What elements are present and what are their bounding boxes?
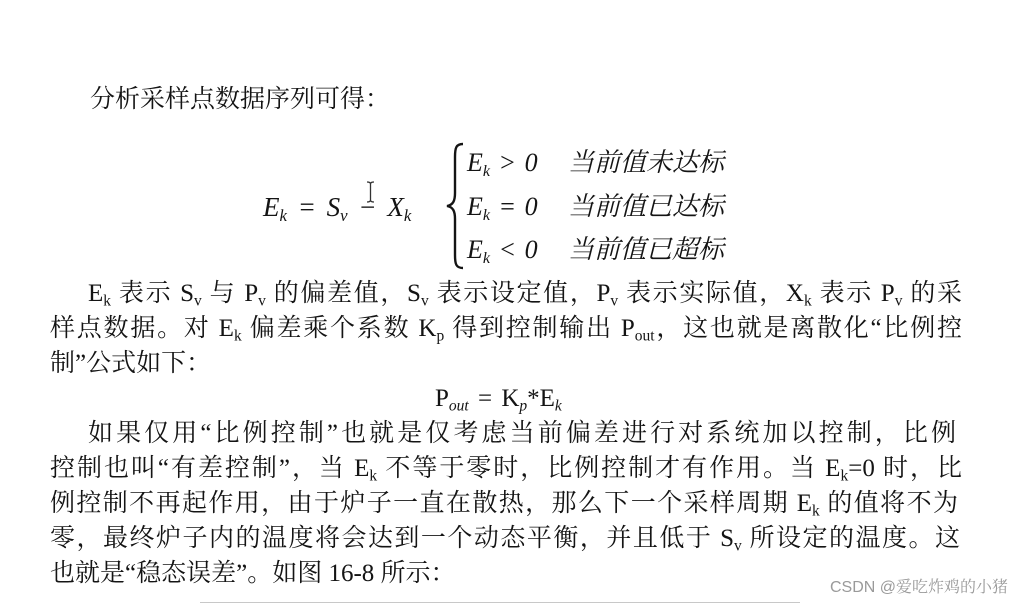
paragraph-line [50,311,962,346]
text-run: E [88,280,104,307]
subscript: k [233,327,242,345]
text-run: 所设定的温度。这 [741,525,960,552]
text-run: E [263,192,280,222]
text-run: 表示 P [811,280,895,307]
text-run: > 0 [490,148,538,177]
text-run: − X [347,192,404,222]
text-run: 如果仅用“比例控制”也就是仅考虑当前偏差进行对系统加以控制，比例 [88,420,956,447]
text-run: P [435,385,449,412]
text-run: 例控制不再起作用，由于炉子一直在散热，那么下一个采样周期 E [50,490,812,517]
text-run: 控制也叫“有差控制”，当 E [50,455,370,482]
text-run: *E [527,385,555,412]
paragraph-line [50,486,958,521]
subscript: v [894,292,903,310]
intro-text: 分析采样点数据序列可得： [90,86,391,113]
subscript: v [258,292,266,310]
case-description: 当前值未达标 [568,148,725,177]
subscript: k [403,206,412,226]
text-run: 样点数据。对 E [50,315,234,342]
subscript: p [436,327,445,345]
subscript: k [369,467,378,485]
subscript: k [803,292,812,310]
text-run: = 0 [490,192,538,221]
case-condition [467,232,568,268]
text-run: 的采 [902,280,962,307]
paragraph-line [50,521,960,556]
case-description: 当前值已超标 [568,235,725,264]
subscript: k [812,502,820,520]
subscript: v [610,292,619,310]
text-run: 得到控制输出 P [444,315,635,342]
case-row [467,232,724,268]
subscript: v [340,206,348,226]
case-condition [467,189,568,225]
text-run: 不等于零时，比例控制才有作用。当 E [377,455,841,482]
cases-brace [444,141,466,271]
text-run: 表示实际值，X [618,280,804,307]
text-run: ，这也就是离散化“比例控 [654,315,962,342]
paragraph-line [50,346,450,381]
text-run: 表示 S [111,280,195,307]
paragraph-line [50,556,550,591]
text-run: E [467,148,483,177]
case-row [467,189,724,225]
text-run: =0 时，比 [848,455,962,482]
text-run: = S [286,192,341,222]
paragraph-line [88,276,962,311]
paragraph-line [88,416,956,451]
subscript: k [840,467,849,485]
subscript: out [634,327,655,345]
subscript: k [279,206,287,226]
paragraph-line [50,451,962,486]
text-run: E [467,235,483,264]
subscript: v [420,292,429,310]
case-row [467,145,724,181]
subscript: k [554,397,562,415]
text-run: 的偏差值，S [265,280,421,307]
text-run: 表示设定值，P [428,280,611,307]
text-run: E [467,192,483,221]
text-run: 零，最终炉子内的温度将会达到一个动态平衡，并且低于 S [50,525,735,552]
subscript: k [103,292,112,310]
text-run: < 0 [490,235,538,264]
text-run: 制”公式如下： [50,350,212,377]
subscript: k [482,162,491,180]
subscript: out [448,397,469,415]
text-run: 也就是“稳态误差”。如图 16-8 所示： [50,560,456,587]
text-run: 偏差乘个系数 K [241,315,437,342]
error-formula [263,189,411,225]
case-description: 当前值已达标 [568,192,725,221]
text-run: = K [468,385,520,412]
text-run: 与 P [201,280,259,307]
subscript: v [194,292,202,310]
text-run: 的值将不为 [819,490,958,517]
subscript: v [734,537,742,555]
subscript: k [482,249,491,267]
subscript: p [519,397,528,415]
subscript: k [482,206,491,224]
output-formula [435,381,562,416]
case-condition [467,145,568,181]
figure-top-border [200,602,800,603]
text-cursor-icon [366,181,375,203]
csdn-watermark: CSDN @爱吃炸鸡的小猪 [829,579,1008,596]
